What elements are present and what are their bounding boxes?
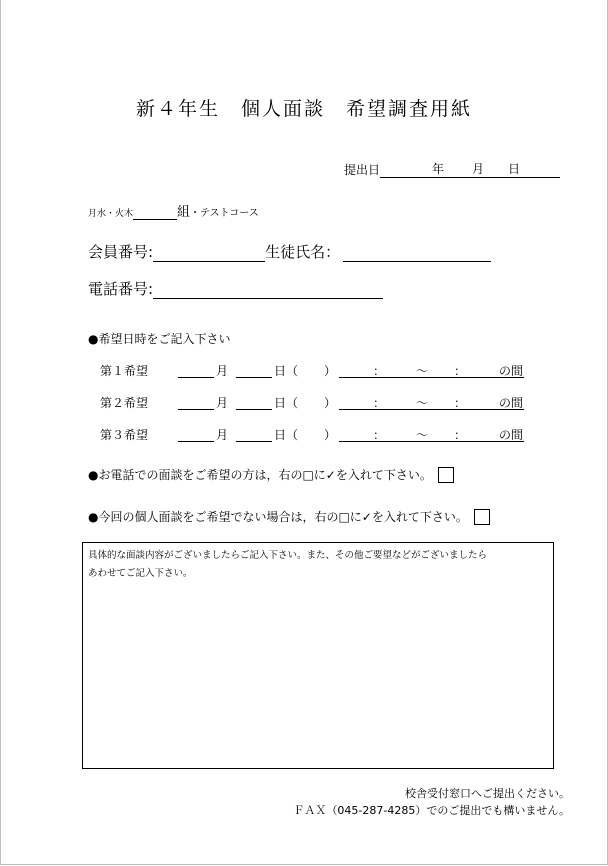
time-range-field[interactable] [339, 394, 524, 410]
colon: ： [454, 364, 467, 378]
student-name-label: 生徒氏名： [265, 243, 341, 261]
month-field[interactable] [178, 362, 214, 378]
between-label: の間 [499, 428, 524, 442]
month-field[interactable] [178, 426, 214, 442]
colon: ： [373, 396, 386, 410]
section-title: ●希望日時をご記入下さい [88, 332, 231, 346]
student-name-field[interactable] [343, 245, 491, 262]
submit-date-row [344, 161, 560, 178]
member-row [88, 241, 491, 262]
page-title: 新４年生 個人面談 希望調査用紙 [135, 98, 472, 120]
no-interview-checkbox[interactable] [474, 509, 490, 525]
weekday-close: ） [324, 364, 337, 378]
day-field[interactable] [236, 394, 272, 410]
weekday-close: ） [324, 428, 337, 442]
preference-row-3 [100, 426, 530, 446]
footer-line-2: ＦＡＸ（045-287-4285）でのご提出でも構いません。 [293, 804, 570, 817]
notes-instruction-line2: あわせてご記入下さい。 [88, 568, 193, 579]
phone-row [88, 278, 383, 299]
submit-date-field[interactable] [380, 163, 560, 178]
preference-label: 第１希望 [100, 364, 149, 378]
weekday-close: ） [324, 396, 337, 410]
notes-box[interactable] [82, 542, 554, 769]
day-label: 日（ [274, 396, 299, 410]
class-course: ・テストコース [190, 208, 259, 219]
no-interview-text: ●今回の個人面談をご希望でない場合は，右の□に✓を入れて下さい。 [88, 510, 468, 524]
preference-label: 第３希望 [100, 428, 149, 442]
colon: ： [373, 428, 386, 442]
time-range-field[interactable] [339, 362, 524, 378]
phone-field[interactable] [153, 282, 383, 299]
day-field[interactable] [236, 426, 272, 442]
day-field[interactable] [236, 362, 272, 378]
year-label: 年 [432, 162, 445, 176]
no-interview-row [88, 506, 490, 525]
tilde: ～ [416, 396, 429, 410]
month-label: 月 [216, 364, 229, 378]
class-row [88, 201, 259, 220]
phone-interview-checkbox[interactable] [438, 467, 454, 483]
notes-instruction-line1: 具体的な面談内容がございましたらご記入下さい。また、その他ご要望などがございましたら [88, 550, 488, 561]
class-kumi: 組 [177, 205, 191, 220]
phone-label: 電話番号: [88, 280, 154, 298]
month-label: 月 [472, 162, 485, 176]
member-no-label: 会員番号: [88, 243, 154, 261]
colon: ： [454, 396, 467, 410]
between-label: の間 [499, 364, 524, 378]
time-range-field[interactable] [339, 426, 524, 442]
tilde: ～ [416, 364, 429, 378]
month-label: 月 [216, 428, 229, 442]
footer-line-1: 校舎受付窓口へご提出ください。 [405, 787, 570, 800]
day-label: 日（ [274, 428, 299, 442]
day-label: 日 [508, 162, 521, 176]
preference-label: 第２希望 [100, 396, 149, 410]
between-label: の間 [499, 396, 524, 410]
phone-interview-text: ●お電話での面談をご希望の方は，右の□に✓を入れて下さい。 [88, 468, 432, 482]
colon: ： [454, 428, 467, 442]
preference-row-2 [100, 394, 530, 414]
preference-row-1 [100, 362, 530, 382]
submit-date-label: 提出日 [344, 163, 381, 177]
class-days: 月水・火木 [88, 209, 134, 219]
colon: ： [373, 364, 386, 378]
month-label: 月 [216, 396, 229, 410]
day-label: 日（ [274, 364, 299, 378]
tilde: ～ [416, 428, 429, 442]
class-number-field[interactable] [133, 207, 177, 220]
phone-interview-row [88, 464, 454, 483]
member-no-field[interactable] [153, 245, 265, 262]
month-field[interactable] [178, 394, 214, 410]
